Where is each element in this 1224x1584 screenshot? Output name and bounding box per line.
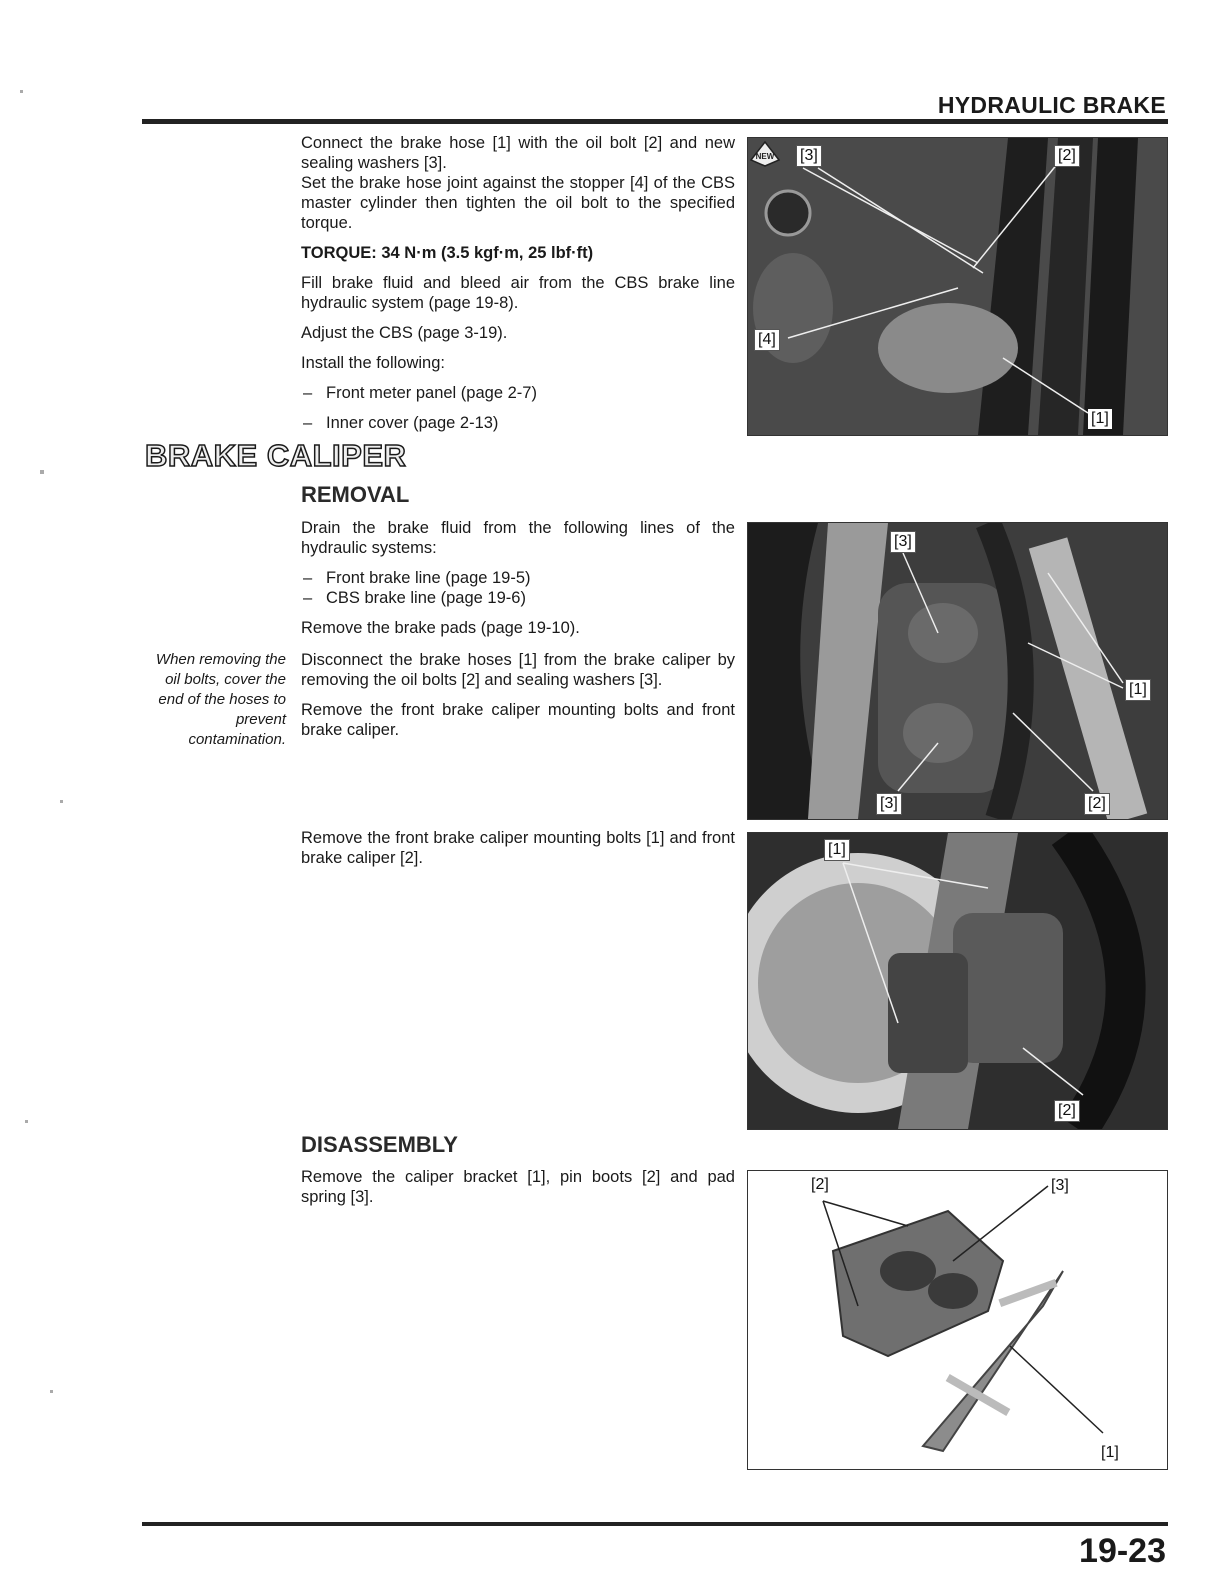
figure-cbs-master-cylinder [747,137,1168,436]
page-number: 19-23 [1079,1532,1166,1570]
callout-label: [2] [1054,1100,1080,1122]
scan-speck [40,470,44,474]
list-item: – Front meter panel (page 2-7) [303,384,537,402]
scan-speck [60,800,63,803]
paragraph-set-hose-joint: Set the brake hose joint against the stopper [4] of the CBS master cylinder then tighten the oil bolt to the specified torque. [301,174,735,232]
margin-note: When removing the oil bolts, cover the end of the hoses to prevent contamination. [155,651,286,748]
figure-caliper-drawing [748,523,1167,819]
callout-label: [4] [754,329,780,351]
callout-label: [3] [1051,1177,1069,1194]
paragraph-disconnect-hoses: Disconnect the brake hoses [1] from the brake caliper by removing the oil bolts [2] and sealing washers [3]. [301,651,735,689]
callout-label: [3] [890,531,916,553]
disassembly-heading: DISASSEMBLY [301,1132,458,1157]
paragraph-fill-fluid: Fill brake fluid and bleed air from the CBS brake line hydraulic system (page 19-8). [301,274,735,312]
scan-speck [25,1120,28,1123]
figure-caliper-disassembly [747,1170,1168,1470]
paragraph-connect-hose: Connect the brake hose [1] with the oil bolt [2] and new sealing washers [3]. [301,134,735,172]
new-part-icon [748,138,782,168]
paragraph-remove-caliper: Remove the front brake caliper mounting bolts and front brake caliper. [301,701,735,739]
figure-mounting-drawing [748,833,1167,1129]
torque-spec: TORQUE: 34 N·m (3.5 kgf·m, 25 lbf·ft) [301,244,594,262]
figure-caliper-mounting-bolts [747,832,1168,1130]
list-item: – Inner cover (page 2-13) [303,414,499,432]
disassembly-text-block [301,1167,735,1217]
paragraph-install-following: Install the following: [301,354,445,372]
removal-heading: REMOVAL [301,482,410,507]
list-item: – CBS brake line (page 19-6) [303,589,526,607]
list-item: – Front brake line (page 19-5) [303,569,531,587]
svg-text:NEW: NEW [755,152,775,161]
callout-label: [2] [811,1176,829,1193]
figure-cbs-drawing [748,138,1167,435]
figure-disassembly-drawing [748,1171,1167,1469]
scan-speck [20,90,23,93]
footer-rule [142,1522,1168,1526]
figure-caliper-hoses [747,522,1168,820]
paragraph-remove-mounting-bolts: Remove the front brake caliper mounting bolts [1] and front brake caliper [2]. [301,829,735,867]
header-rule [142,119,1168,124]
callout-label: [1] [1088,409,1112,429]
paragraph-adjust-cbs: Adjust the CBS (page 3-19). [301,324,508,342]
removal-text-block [301,518,735,750]
callout-label: [2] [1084,793,1110,815]
callout-label: [1] [824,839,850,861]
callout-label: [3] [796,145,822,167]
header-title: HYDRAULIC BRAKE [937,92,1166,118]
callout-label: [2] [1054,145,1080,167]
callout-label: [3] [876,793,902,815]
paragraph-remove-bracket: Remove the caliper bracket [1], pin boots [2] and pad spring [3]. [301,1168,735,1206]
mounting-bolts-text-block [301,828,735,878]
top-text-block [301,133,735,443]
scan-speck [50,1390,53,1393]
section-title: BRAKE CALIPER [145,438,407,473]
paragraph-drain-fluid: Drain the brake fluid from the following lines of the hydraulic systems: [301,519,735,557]
callout-label: [1] [1101,1444,1119,1461]
paragraph-remove-pads: Remove the brake pads (page 19-10). [301,619,580,637]
callout-label: [1] [1125,679,1151,701]
